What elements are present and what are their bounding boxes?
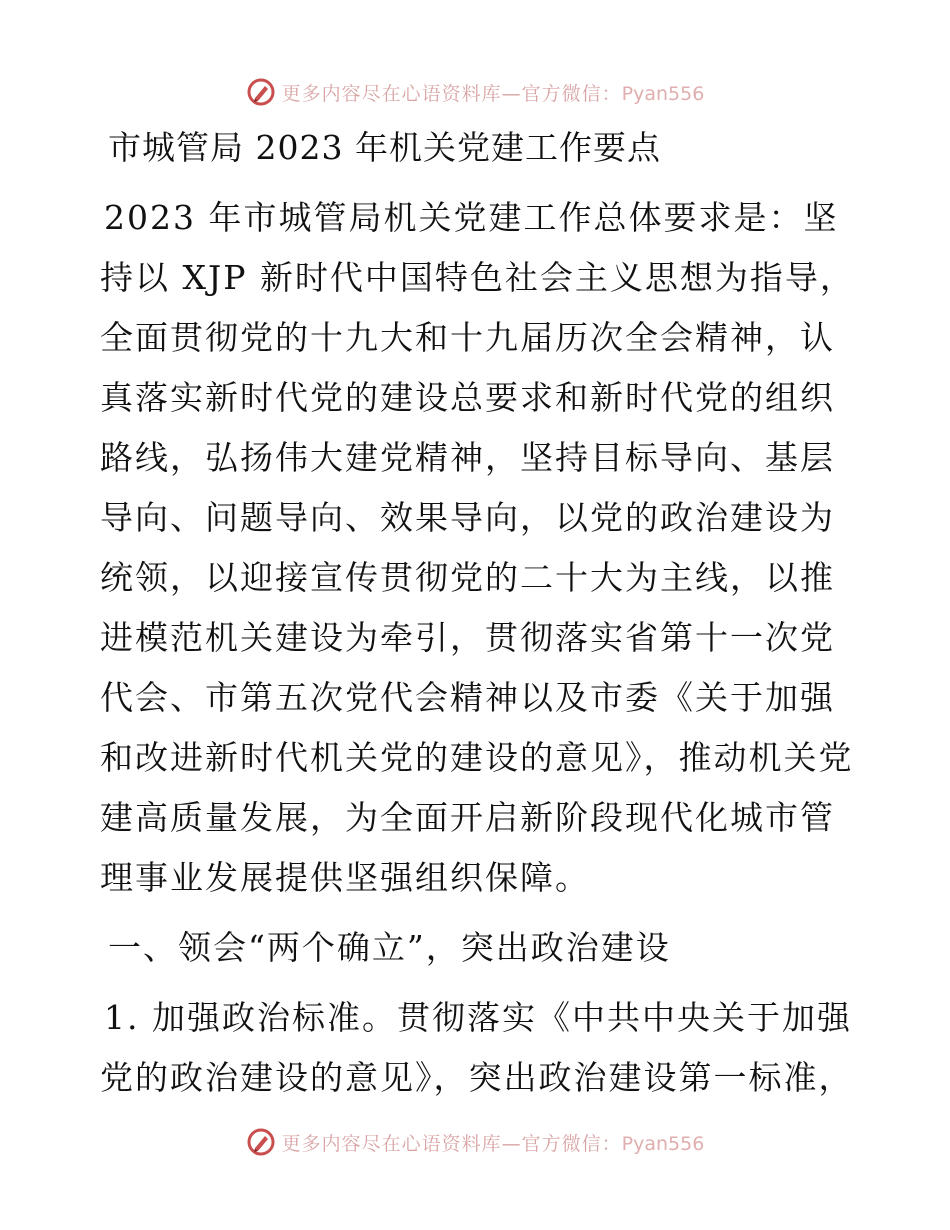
- watermark-header: [0, 72, 950, 112]
- watermark-text: 更多内容尽在心语资料库—官方微信：Pyan556: [281, 1132, 705, 1155]
- document-body: [100, 118, 860, 1108]
- watermark-text: 更多内容尽在心语资料库—官方微信：Pyan556: [281, 82, 705, 105]
- pen-logo-icon: [246, 77, 276, 107]
- section-heading: 一、领会“两个确立”，突出政治建设: [108, 928, 671, 967]
- document-title: 市城管局 2023 年机关党建工作要点: [108, 128, 661, 167]
- intro-paragraph: 2023 年市城管局机关党建工作总体要求是：坚持以 XJP 新时代中国特色社会主义思想为指导，全面贯彻党的十九大和十九届历次全会精神，认真落实新时代党的建设总要求和新时代党的组织路线，弘扬伟大建党精神，坚持目标导向、基层导向、问题导向、效果导向，以党的政治建设为统领，以迎接宣传贯彻党的二十大为主线，以推进模范机关建设为牵引，贯彻落实省第十一次党代会、市第五次党代会精神以及市委《关于加强和改进新时代机关党的建设的意见》，推动机关党建高质量发展，为全面开启新阶段现代化城市管理事业发展提供坚强组织保障。: [100, 198, 855, 897]
- pen-logo-icon: [246, 1127, 276, 1157]
- list-item: 1. 加强政治标准。贯彻落实《中共中央关于加强党的政治建设的意见》，突出政治建设第一标准，: [100, 998, 854, 1097]
- watermark-footer: [0, 1122, 950, 1162]
